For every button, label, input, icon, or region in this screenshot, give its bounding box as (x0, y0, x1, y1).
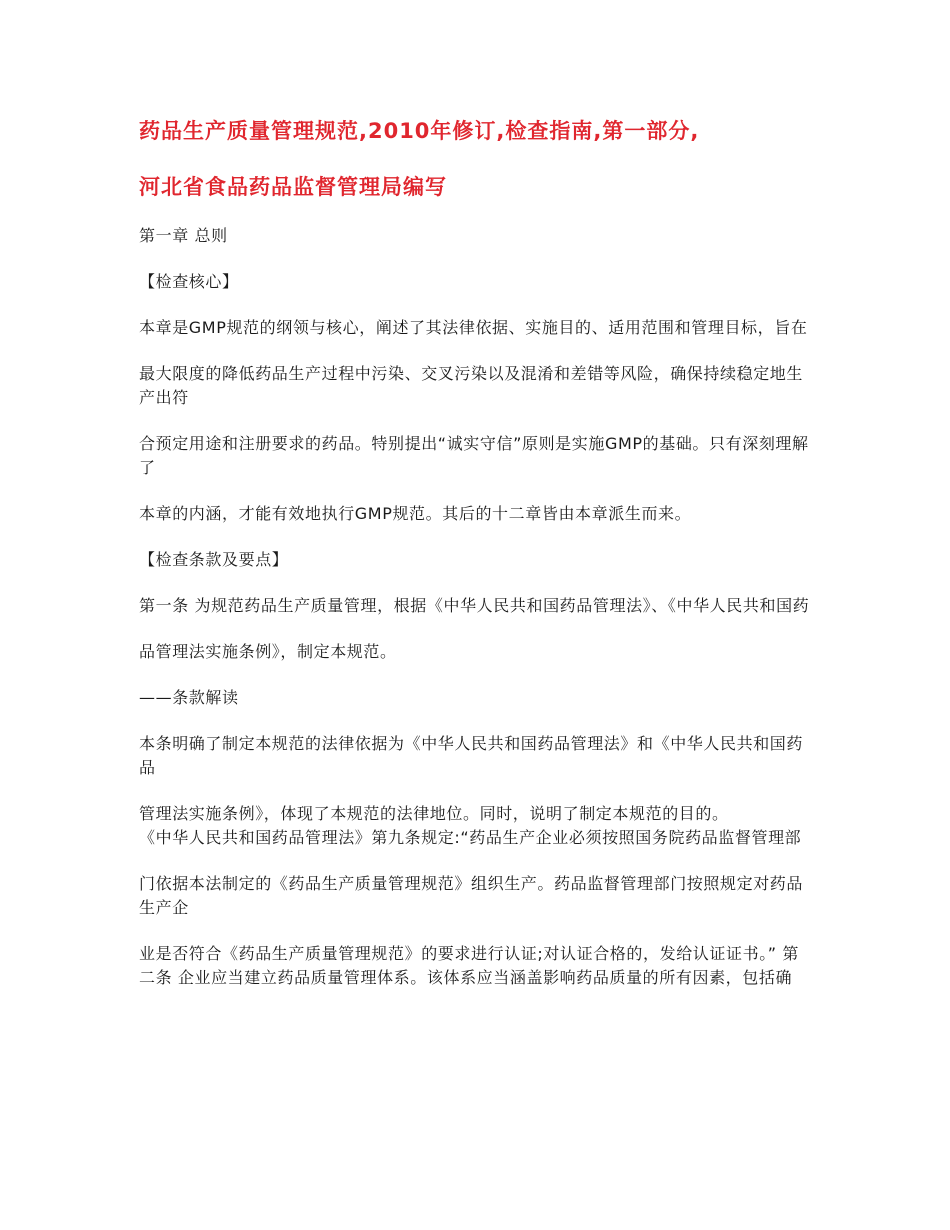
chapter-heading: 第一章 总则 (139, 226, 228, 245)
paragraph: 管理法实施条例》，体现了本规范的法律地位。同时，说明了制定本规范的目的。 (139, 804, 729, 823)
paragraph: 最大限度的降低药品生产过程中污染、交叉污染以及混淆和差错等风险，确保持续稳定地生产出符 (139, 364, 804, 407)
section-heading-clauses: 【检查条款及要点】 (139, 550, 289, 569)
section-heading-core: 【检查核心】 (139, 272, 239, 291)
paragraph: 本章是GMP规范的纲领与核心，阐述了其法律依据、实施目的、适用范围和管理目标，旨在 (139, 318, 808, 337)
paragraph: 本章的内涵，才能有效地执行GMP规范。其后的十二章皆由本章派生而来。 (139, 504, 692, 523)
paragraph: 本条明确了制定本规范的法律依据为《中华人民共和国药品管理法》和《中华人民共和国药品 (139, 734, 804, 777)
paragraph: 《中华人民共和国药品管理法》第九条规定:“药品生产企业必须按照国务院药品监督管理部 (139, 828, 802, 847)
paragraph: 门依据本法制定的《药品生产质量管理规范》组织生产。药品监督管理部门按照规定对药品生产企 (139, 874, 804, 917)
paragraph: 业是否符合《药品生产质量管理规范》的要求进行认证;对认证合格的，发给认证证书。” 第二条 企业应当建立药品质量管理体系。该体系应当涵盖影响药品质量的所有因素，包括确 (139, 944, 799, 987)
paragraph: 合预定用途和注册要求的药品。特别提出“诚实守信”原则是实施GMP的基础。只有深刻理解了 (139, 434, 809, 477)
document-title-line-2: 河北省食品药品监督管理局编写 (139, 175, 447, 199)
clause-interpretation-heading: ——条款解读 (139, 688, 239, 707)
document-page (139, 116, 811, 990)
document-title-line-1: 药品生产质量管理规范,2010年修订,检查指南,第一部分, (139, 119, 700, 143)
paragraph: 第一条 为规范药品生产质量管理，根据《中华人民共和国药品管理法》、《中华人民共和国药 (139, 596, 810, 615)
paragraph: 品管理法实施条例》，制定本规范。 (139, 642, 397, 661)
